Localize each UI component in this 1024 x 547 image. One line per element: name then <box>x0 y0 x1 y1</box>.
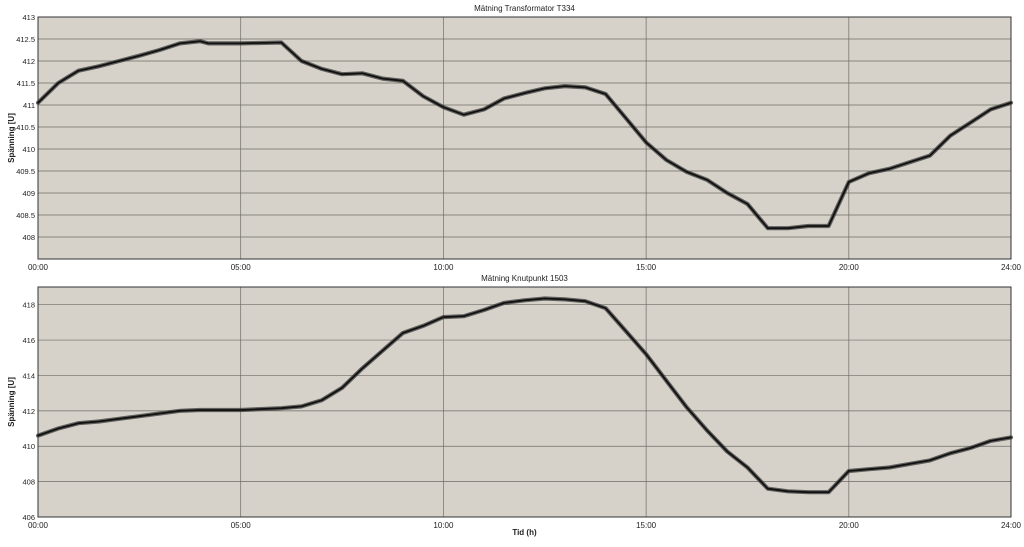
x-axis-label: Tid (h) <box>512 528 537 537</box>
x-tick-label: 05:00 <box>230 521 251 530</box>
y-tick-label: 410.5 <box>16 123 35 132</box>
chart-panel-1 <box>7 4 1022 272</box>
x-tick-label: 00:00 <box>27 263 49 272</box>
x-tick-label: 24:00 <box>1000 521 1022 530</box>
chart-panel-2 <box>7 274 1022 537</box>
y-axis-label: Spänning [U] <box>7 377 16 427</box>
y-tick-label: 414 <box>22 371 35 381</box>
x-tick-label: 24:00 <box>1000 263 1022 272</box>
y-tick-label: 412 <box>22 406 35 416</box>
y-axis-label: Spänning [U] <box>7 113 16 163</box>
y-tick-label: 410 <box>22 442 35 452</box>
y-tick-label: 416 <box>22 336 35 346</box>
x-tick-label: 00:00 <box>27 521 49 530</box>
y-tick-label: 409.5 <box>16 167 35 176</box>
y-tick-label: 418 <box>22 300 35 310</box>
y-tick-label: 408 <box>22 233 35 242</box>
x-tick-label: 10:00 <box>433 521 454 530</box>
x-tick-label: 05:00 <box>230 263 251 272</box>
x-tick-label: 20:00 <box>838 521 859 530</box>
chart-title: Mätning Knutpunkt 1503 <box>481 274 568 283</box>
y-tick-label: 411.5 <box>16 79 35 88</box>
y-tick-label: 408 <box>22 477 35 487</box>
y-tick-label: 413 <box>22 13 35 22</box>
y-tick-label: 412 <box>22 57 35 66</box>
plot-background <box>38 17 1011 259</box>
y-tick-label: 409 <box>22 189 35 198</box>
y-tick-label: 411 <box>23 101 35 110</box>
y-tick-label: 412.5 <box>16 35 35 44</box>
y-tick-label: 406 <box>22 513 35 522</box>
y-tick-label: 408.5 <box>16 211 35 220</box>
x-tick-label: 20:00 <box>838 263 859 272</box>
x-tick-label: 15:00 <box>636 263 657 272</box>
y-tick-label: 410 <box>22 145 35 154</box>
plot-background <box>38 287 1011 517</box>
chart-title: Mätning Transformator T334 <box>474 4 575 13</box>
x-tick-label: 15:00 <box>636 521 657 530</box>
x-tick-label: 10:00 <box>433 263 454 272</box>
